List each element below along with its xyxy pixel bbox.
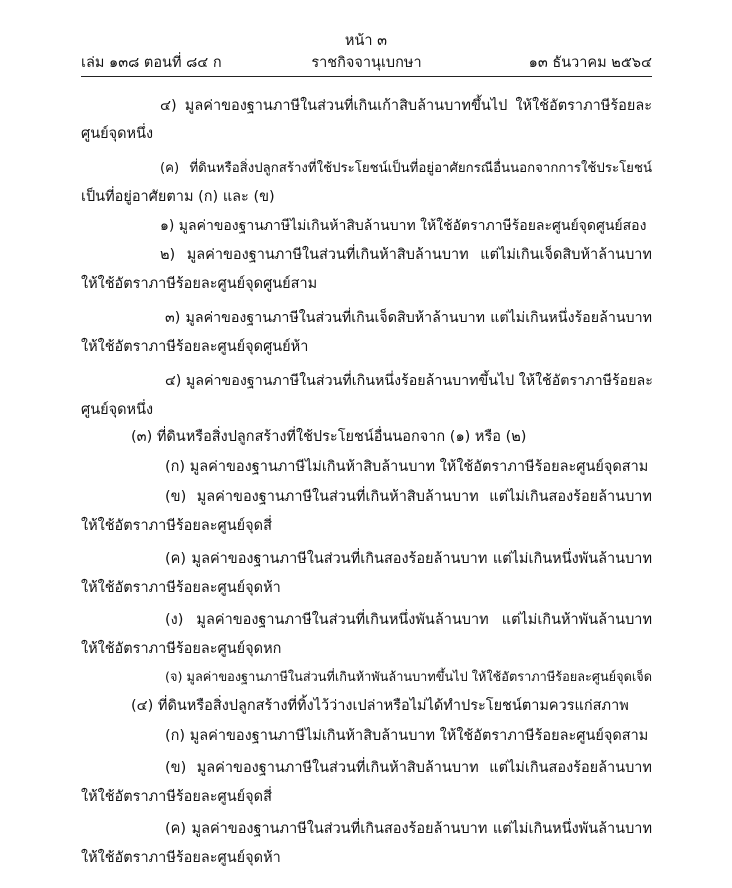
text-line: (๔) ที่ดินหรือสิ่งปลูกสร้างที่ทิ้งไว้ว่างเปล่าหรือไม่ได้ทำประโยชน์ตามควรแก่สภาพ xyxy=(131,698,629,714)
text-line: ให้ใช้อัตราภาษีร้อยละศูนย์จุดสี่ xyxy=(81,789,272,805)
text-line: (ง) มูลค่าของฐานภาษีในส่วนที่เกินหนึ่งพันล้านบาท แต่ไม่เกินห้าพันล้านบาท xyxy=(165,612,652,628)
text-line: ๔) มูลค่าของฐานภาษีในส่วนที่เกินเก้าสิบล้านบาทขึ้นไป ให้ใช้อัตราภาษีร้อยละ xyxy=(160,98,652,114)
text-line: ๓) มูลค่าของฐานภาษีในส่วนที่เกินเจ็ดสิบห้าล้านบาท แต่ไม่เกินหนึ่งร้อยล้านบาท xyxy=(165,310,652,326)
text-line: (ค) มูลค่าของฐานภาษีในส่วนที่เกินสองร้อยล้านบาท แต่ไม่เกินหนึ่งพันล้านบาท xyxy=(165,551,652,567)
volume-issue: เล่ม ๑๓๘ ตอนที่ ๘๔ ก xyxy=(81,55,222,71)
text-line: (ก) มูลค่าของฐานภาษีไม่เกินห้าสิบล้านบาท ให้ใช้อัตราภาษีร้อยละศูนย์จุดสาม xyxy=(165,459,649,475)
text-line: ศูนย์จุดหนึ่ง xyxy=(81,402,154,418)
text-line: (ค) ที่ดินหรือสิ่งปลูกสร้างที่ใช้ประโยชน์เป็นที่อยู่อาศัยกรณีอื่นนอกจากการใช้ประโยชน์ xyxy=(160,161,652,176)
text-line: ให้ใช้อัตราภาษีร้อยละศูนย์จุดหก xyxy=(81,641,282,657)
text-line: ให้ใช้อัตราภาษีร้อยละศูนย์จุดสี่ xyxy=(81,518,272,534)
page-number: หน้า ๓ xyxy=(344,33,388,49)
text-line: (๓) ที่ดินหรือสิ่งปลูกสร้างที่ใช้ประโยชน์อื่นนอกจาก (๑) หรือ (๒) xyxy=(131,429,527,445)
publication-date: ๑๓ ธันวาคม ๒๕๖๔ xyxy=(528,55,652,71)
text-line: ให้ใช้อัตราภาษีร้อยละศูนย์จุดห้า xyxy=(81,580,281,596)
text-line: (ข) มูลค่าของฐานภาษีในส่วนที่เกินห้าสิบล้านบาท แต่ไม่เกินสองร้อยล้านบาท xyxy=(165,760,652,776)
text-line: (ค) มูลค่าของฐานภาษีในส่วนที่เกินสองร้อยล้านบาท แต่ไม่เกินหนึ่งพันล้านบาท xyxy=(165,821,652,837)
text-line: ให้ใช้อัตราภาษีร้อยละศูนย์จุดศูนย์สาม xyxy=(81,276,318,292)
page-header xyxy=(81,52,652,74)
text-line: (ข) มูลค่าของฐานภาษีในส่วนที่เกินห้าสิบล้านบาท แต่ไม่เกินสองร้อยล้านบาท xyxy=(165,489,652,505)
text-line: (จ) มูลค่าของฐานภาษีในส่วนที่เกินห้าพันล้านบาทขึ้นไป ให้ใช้อัตราภาษีร้อยละศูนย์จุดเจ็ด xyxy=(165,670,652,685)
header-divider xyxy=(81,76,652,77)
text-line: (ก) มูลค่าของฐานภาษีไม่เกินห้าสิบล้านบาท ให้ใช้อัตราภาษีร้อยละศูนย์จุดสาม xyxy=(165,728,649,744)
text-line: ให้ใช้อัตราภาษีร้อยละศูนย์จุดห้า xyxy=(81,850,281,866)
text-line: ๔) มูลค่าของฐานภาษีในส่วนที่เกินหนึ่งร้อยล้านบาทขึ้นไป ให้ใช้อัตราภาษีร้อยละ xyxy=(165,373,653,389)
text-line: เป็นที่อยู่อาศัยตาม (ก) และ (ข) xyxy=(81,189,275,205)
text-line: ให้ใช้อัตราภาษีร้อยละศูนย์จุดศูนย์ห้า xyxy=(81,339,309,355)
text-line: ๒) มูลค่าของฐานภาษีในส่วนที่เกินห้าสิบล้านบาท แต่ไม่เกินเจ็ดสิบห้าล้านบาท xyxy=(160,247,652,263)
publication-name: ราชกิจจานุเบกษา xyxy=(311,55,422,71)
text-line: ๑) มูลค่าของฐานภาษีไม่เกินห้าสิบล้านบาท ให้ใช้อัตราภาษีร้อยละศูนย์จุดศูนย์สอง xyxy=(160,218,647,234)
text-line: ศูนย์จุดหนึ่ง xyxy=(81,126,154,142)
